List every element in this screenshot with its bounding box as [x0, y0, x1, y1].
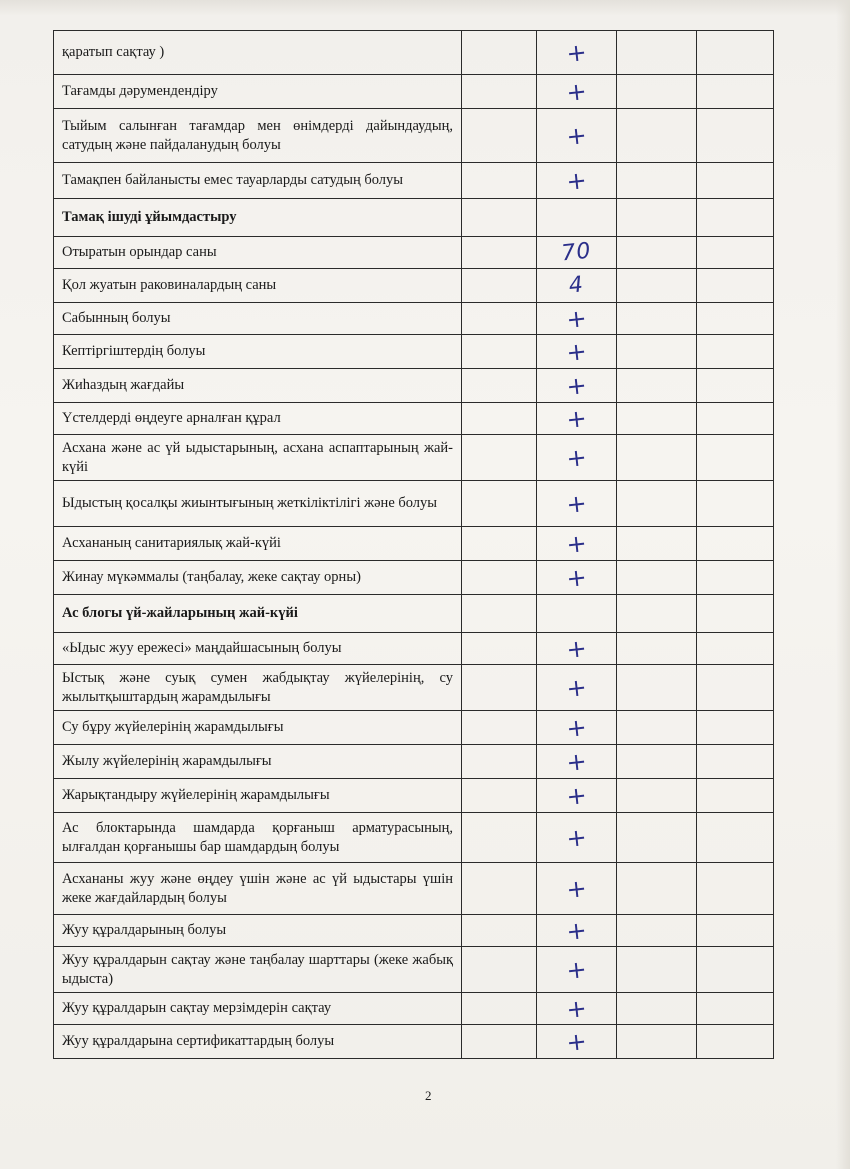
table-row	[54, 481, 774, 527]
handwritten-plus-mark: +	[565, 1026, 588, 1057]
table-row	[54, 915, 774, 947]
value-cell-1	[462, 435, 537, 481]
table-row	[54, 403, 774, 435]
handwritten-plus-mark: +	[565, 562, 588, 593]
value-cell-3	[617, 863, 697, 915]
value-cell-3	[617, 31, 697, 75]
row-label: Тағамды дәрумендендіру	[54, 75, 462, 109]
section-title: Ас блогы үй-жайларының жай-күйі	[54, 595, 462, 633]
value-cell-1	[462, 403, 537, 435]
value-cell-2	[537, 745, 617, 779]
value-cell-1	[462, 595, 537, 633]
value-cell-4	[697, 915, 774, 947]
handwritten-plus-mark: +	[565, 672, 588, 703]
row-label: Кептіргіштердің болуы	[54, 335, 462, 369]
table-row	[54, 947, 774, 993]
value-cell-4	[697, 75, 774, 109]
value-cell-1	[462, 163, 537, 199]
row-label: Отыратын орындар саны	[54, 237, 462, 269]
value-cell-3	[617, 335, 697, 369]
row-label: Жуу құралдарына сертификаттардың болуы	[54, 1025, 462, 1059]
value-cell-3	[617, 947, 697, 993]
handwritten-plus-mark: +	[565, 873, 588, 904]
row-label: Жиһаздың жағдайы	[54, 369, 462, 403]
value-cell-3	[617, 435, 697, 481]
value-cell-4	[697, 335, 774, 369]
table-row	[54, 109, 774, 163]
value-cell-3	[617, 199, 697, 237]
value-cell-3	[617, 109, 697, 163]
value-cell-2	[537, 75, 617, 109]
value-cell-3	[617, 711, 697, 745]
value-cell-1	[462, 75, 537, 109]
value-cell-4	[697, 779, 774, 813]
value-cell-1	[462, 1025, 537, 1059]
value-cell-3	[617, 665, 697, 711]
row-label: Жылу жүйелерінің жарамдылығы	[54, 745, 462, 779]
value-cell-3	[617, 75, 697, 109]
value-cell-3	[617, 481, 697, 527]
table-row	[54, 237, 774, 269]
handwritten-plus-mark: +	[565, 954, 588, 985]
value-cell-3	[617, 993, 697, 1025]
value-cell-4	[697, 665, 774, 711]
value-cell-1	[462, 813, 537, 863]
page-right-shadow	[836, 0, 850, 1169]
value-cell-4	[697, 863, 774, 915]
section-title: Тамақ ішуді ұйымдастыру	[54, 199, 462, 237]
value-cell-1	[462, 527, 537, 561]
handwritten-plus-mark: +	[565, 822, 588, 853]
value-cell-1	[462, 947, 537, 993]
value-cell-2	[537, 269, 617, 303]
row-label: «Ыдыс жуу ережесі» маңдайшасының болуы	[54, 633, 462, 665]
row-label: Асхананың санитариялық жай-күйі	[54, 527, 462, 561]
value-cell-2	[537, 993, 617, 1025]
value-cell-3	[617, 403, 697, 435]
value-cell-3	[617, 1025, 697, 1059]
value-cell-2	[537, 863, 617, 915]
handwritten-plus-mark: +	[565, 403, 588, 434]
value-cell-2	[537, 109, 617, 163]
row-label: Асхананы жуу және өңдеу үшін және ас үй ыдыстары үшін жеке жағдайлардың болуы	[54, 863, 462, 915]
row-label: Жуу құралдарын сақтау мерзімдерін сақтау	[54, 993, 462, 1025]
table-row	[54, 1025, 774, 1059]
handwritten-plus-mark: +	[565, 336, 588, 367]
value-cell-2	[537, 947, 617, 993]
row-label: Асхана және ас үй ыдыстарының, асхана аспаптарының жай-күйі	[54, 435, 462, 481]
value-cell-2	[537, 369, 617, 403]
value-cell-1	[462, 269, 537, 303]
value-cell-4	[697, 561, 774, 595]
table-row	[54, 369, 774, 403]
value-cell-4	[697, 269, 774, 303]
handwritten-plus-mark: +	[565, 633, 588, 664]
row-label: Ыдыстың қосалқы жиынтығының жеткіліктілігі және болуы	[54, 481, 462, 527]
row-label: Жинау мүкәммалы (таңбалау, жеке сақтау орны)	[54, 561, 462, 595]
value-cell-3	[617, 633, 697, 665]
value-cell-1	[462, 993, 537, 1025]
row-label: Су бұру жүйелерінің жарамдылығы	[54, 711, 462, 745]
value-cell-4	[697, 109, 774, 163]
page-top-shadow	[0, 0, 850, 16]
value-cell-3	[617, 303, 697, 335]
value-cell-2	[537, 527, 617, 561]
value-cell-1	[462, 665, 537, 711]
value-cell-2	[537, 595, 617, 633]
handwritten-plus-mark: +	[565, 76, 588, 107]
row-label: Жуу құралдарын сақтау және таңбалау шарттары (жеке жабық ыдыста)	[54, 947, 462, 993]
row-label: қаратып сақтау )	[54, 31, 462, 75]
value-cell-4	[697, 435, 774, 481]
value-cell-4	[697, 31, 774, 75]
handwritten-plus-mark: +	[565, 303, 588, 334]
table-row	[54, 561, 774, 595]
value-cell-1	[462, 335, 537, 369]
value-cell-2	[537, 435, 617, 481]
value-cell-1	[462, 633, 537, 665]
value-cell-4	[697, 947, 774, 993]
table-row	[54, 745, 774, 779]
value-cell-4	[697, 163, 774, 199]
value-cell-2	[537, 561, 617, 595]
value-cell-4	[697, 199, 774, 237]
value-cell-4	[697, 527, 774, 561]
value-cell-3	[617, 369, 697, 403]
value-cell-2	[537, 237, 617, 269]
handwritten-number: 70	[560, 238, 593, 267]
value-cell-1	[462, 915, 537, 947]
value-cell-4	[697, 1025, 774, 1059]
handwritten-plus-mark: +	[565, 165, 588, 196]
value-cell-2	[537, 335, 617, 369]
value-cell-4	[697, 711, 774, 745]
value-cell-4	[697, 633, 774, 665]
table-row	[54, 303, 774, 335]
value-cell-1	[462, 303, 537, 335]
value-cell-3	[617, 269, 697, 303]
value-cell-3	[617, 595, 697, 633]
row-label: Жарықтандыру жүйелерінің жарамдылығы	[54, 779, 462, 813]
table-row	[54, 269, 774, 303]
row-label: Үстелдерді өңдеуге арналған құрал	[54, 403, 462, 435]
checklist-body	[54, 31, 774, 1059]
value-cell-1	[462, 863, 537, 915]
table-row	[54, 633, 774, 665]
value-cell-4	[697, 303, 774, 335]
value-cell-2	[537, 303, 617, 335]
value-cell-1	[462, 199, 537, 237]
value-cell-3	[617, 527, 697, 561]
value-cell-4	[697, 595, 774, 633]
value-cell-2	[537, 711, 617, 745]
row-label: Ыстық және суық сумен жабдықтау жүйелерінің, су жылытқыштардың жарамдылығы	[54, 665, 462, 711]
value-cell-3	[617, 779, 697, 813]
value-cell-2	[537, 915, 617, 947]
handwritten-plus-mark: +	[565, 712, 588, 743]
handwritten-plus-mark: +	[565, 780, 588, 811]
row-label: Сабынның болуы	[54, 303, 462, 335]
table-row	[54, 163, 774, 199]
table-row	[54, 813, 774, 863]
handwritten-number: 4	[567, 271, 586, 299]
value-cell-4	[697, 237, 774, 269]
row-label: Ас блоктарында шамдарда қорғаныш арматурасының, ылғалдан қорғанышы бар шамдардың болуы	[54, 813, 462, 863]
value-cell-1	[462, 745, 537, 779]
value-cell-1	[462, 109, 537, 163]
value-cell-3	[617, 915, 697, 947]
value-cell-3	[617, 237, 697, 269]
value-cell-4	[697, 481, 774, 527]
handwritten-plus-mark: +	[565, 746, 588, 777]
value-cell-1	[462, 561, 537, 595]
page-number: 2	[425, 1088, 432, 1103]
value-cell-4	[697, 369, 774, 403]
value-cell-2	[537, 163, 617, 199]
table-row	[54, 335, 774, 369]
row-label: Тыйым салынған тағамдар мен өнімдерді дайындаудың, сатудың және пайдаланудың болуы	[54, 109, 462, 163]
handwritten-plus-mark: +	[565, 528, 588, 559]
table-row	[54, 863, 774, 915]
value-cell-2	[537, 31, 617, 75]
row-label: Қол жуатын раковиналардың саны	[54, 269, 462, 303]
value-cell-1	[462, 31, 537, 75]
table-row	[54, 527, 774, 561]
value-cell-3	[617, 163, 697, 199]
value-cell-1	[462, 779, 537, 813]
value-cell-2	[537, 1025, 617, 1059]
value-cell-1	[462, 237, 537, 269]
handwritten-plus-mark: +	[565, 993, 588, 1024]
value-cell-4	[697, 813, 774, 863]
value-cell-3	[617, 561, 697, 595]
table-row	[54, 31, 774, 75]
handwritten-plus-mark: +	[565, 370, 588, 401]
table-row	[54, 711, 774, 745]
value-cell-3	[617, 745, 697, 779]
value-cell-2	[537, 665, 617, 711]
table-row	[54, 435, 774, 481]
value-cell-2	[537, 403, 617, 435]
handwritten-plus-mark: +	[565, 37, 588, 68]
value-cell-2	[537, 813, 617, 863]
value-cell-4	[697, 745, 774, 779]
table-row	[54, 993, 774, 1025]
value-cell-2	[537, 199, 617, 237]
value-cell-1	[462, 369, 537, 403]
value-cell-4	[697, 403, 774, 435]
value-cell-1	[462, 711, 537, 745]
section-row	[54, 595, 774, 633]
row-label: Жуу құралдарының болуы	[54, 915, 462, 947]
table-row	[54, 779, 774, 813]
value-cell-2	[537, 633, 617, 665]
handwritten-plus-mark: +	[565, 488, 588, 519]
handwritten-plus-mark: +	[565, 915, 588, 946]
value-cell-1	[462, 481, 537, 527]
handwritten-plus-mark: +	[565, 120, 588, 151]
table-row	[54, 665, 774, 711]
value-cell-3	[617, 813, 697, 863]
table-row	[54, 75, 774, 109]
row-label: Тамақпен байланысты емес тауарларды сатудың болуы	[54, 163, 462, 199]
section-row	[54, 199, 774, 237]
value-cell-2	[537, 779, 617, 813]
inspection-checklist-table	[53, 30, 774, 1059]
handwritten-plus-mark: +	[565, 442, 588, 473]
value-cell-2	[537, 481, 617, 527]
value-cell-4	[697, 993, 774, 1025]
